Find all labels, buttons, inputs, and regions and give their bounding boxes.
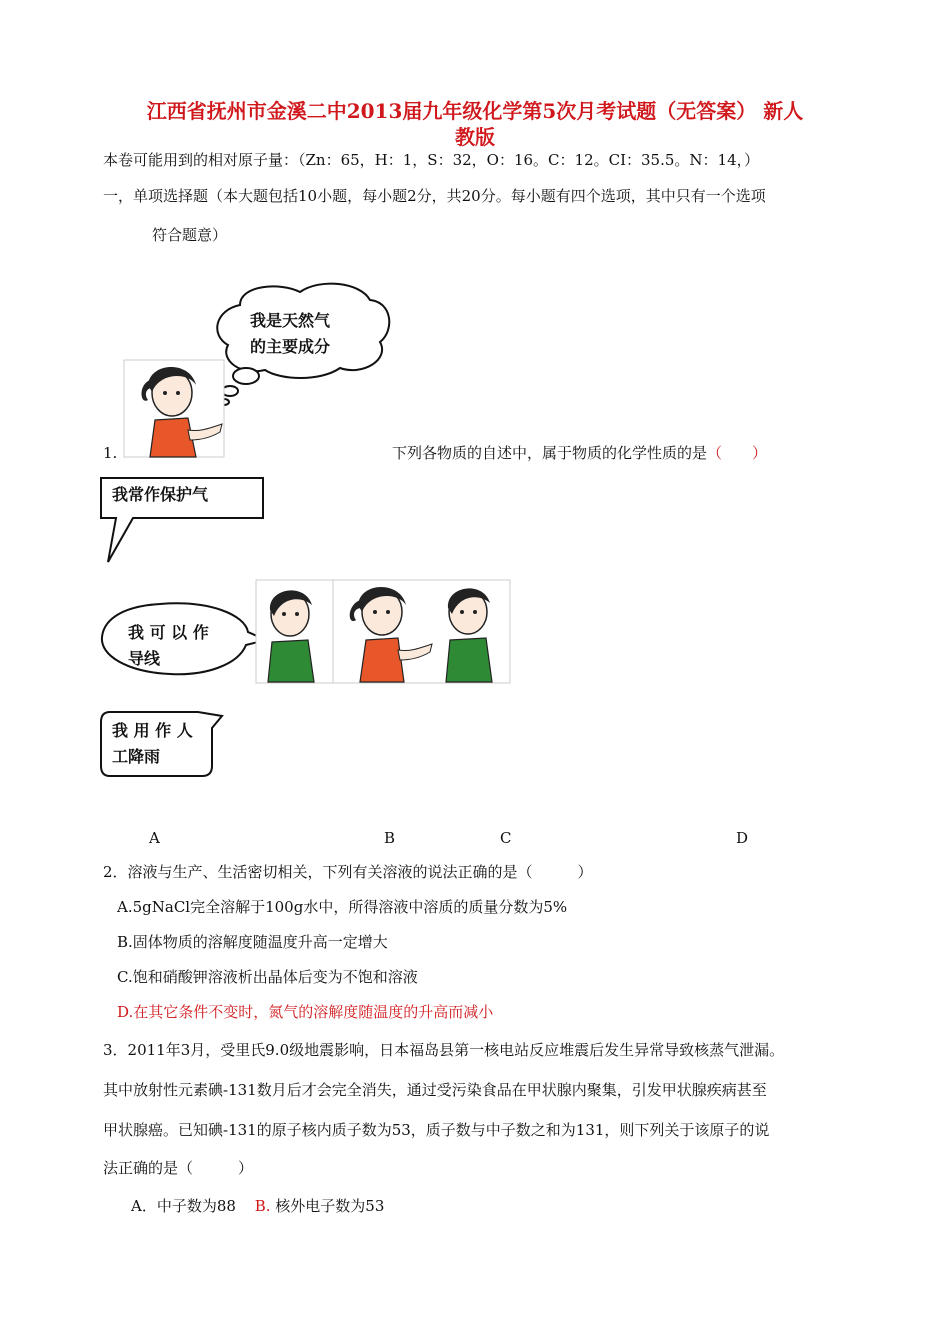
bubble-c-text: [128, 620, 209, 672]
q3-line-3: 甲状腺癌。已知碘-131的原子核内质子数为53，质子数与中子数之和为131，则下列关于该原子的说: [103, 1121, 770, 1139]
q1-choice-b: B: [384, 829, 396, 847]
q3-option-b: 核外电子数为53: [275, 1197, 385, 1215]
title-line-2: 教版: [455, 125, 495, 149]
bubble-d-line-2: 工降雨: [112, 747, 161, 766]
q1-number: 1.: [103, 444, 118, 462]
bubble-d-text: [112, 718, 193, 770]
q1-choice-a: A: [149, 829, 160, 847]
title-line-1: 江西省抚州市金溪二中2013届九年级化学第5次月考试题（无答案） 新人: [146, 99, 804, 123]
bubble-a-text: [250, 308, 330, 360]
q3-options: [131, 1196, 384, 1216]
bubble-a-line-1: 我是天然气: [250, 311, 331, 330]
q3-line-1: 3．2011年3月，受里氏9.0级地震影响，日本福岛县第一核电站反应堆震后发生异常导致核蒸气泄漏。: [103, 1041, 785, 1059]
q2-option-d: D.在其它条件不变时，氮气的溶解度随温度的升高而减小: [117, 1003, 494, 1021]
bubble-a-line-2: 的主要成分: [250, 337, 331, 356]
bubble-b-text: 我常作保护气: [112, 485, 209, 504]
q3-option-a: A．中子数为88: [131, 1197, 236, 1215]
q1-stem: [392, 443, 767, 463]
q1-choice-c: C: [500, 829, 512, 847]
section-heading: 一，单项选择题（本大题包括10小题，每小题2分，共20分。每小题有四个选项，其中只有一个选项: [103, 187, 766, 205]
q2-option-a: A.5gNaCl完全溶解于100g水中，所得溶液中溶质的质量分数为5%: [117, 898, 568, 916]
atomic-masses-note: 本卷可能用到的相对原子量：（Zn：65，H：1，S：32，O：16。C：12。CI：35.5。N：14，）: [103, 151, 760, 169]
bubble-c-line-1: 我 可 以 作: [128, 623, 209, 642]
q1-answer-paren: （ ）: [707, 444, 768, 462]
q1-choice-d: D: [736, 829, 749, 847]
bubble-d-line-1: 我 用 作 人: [112, 721, 193, 740]
q2-option-b: B.固体物质的溶解度随温度升高一定增大: [117, 933, 388, 951]
q1-stem-text: 下列各物质的自述中，属于物质的化学性质的是: [392, 444, 708, 462]
section-heading-cont: 符合题意）: [152, 226, 228, 244]
characters-panel: [256, 580, 510, 683]
q3-option-b-letter: B.: [254, 1197, 271, 1215]
girl-illustration-1: [124, 360, 224, 457]
q3-line-2: 其中放射性元素碘-131数月后才会完全消失，通过受污染食品在甲状腺内聚集，引发甲状腺疾病甚至: [103, 1081, 767, 1099]
q2-stem: 2．溶液与生产、生活密切相关，下列有关溶液的说法正确的是（ ）: [103, 863, 593, 881]
q2-option-c: C.饱和硝酸钾溶液析出晶体后变为不饱和溶液: [117, 968, 418, 986]
bubble-c-line-2: 导线: [128, 649, 161, 668]
q3-line-4: 法正确的是（ ）: [103, 1159, 254, 1177]
